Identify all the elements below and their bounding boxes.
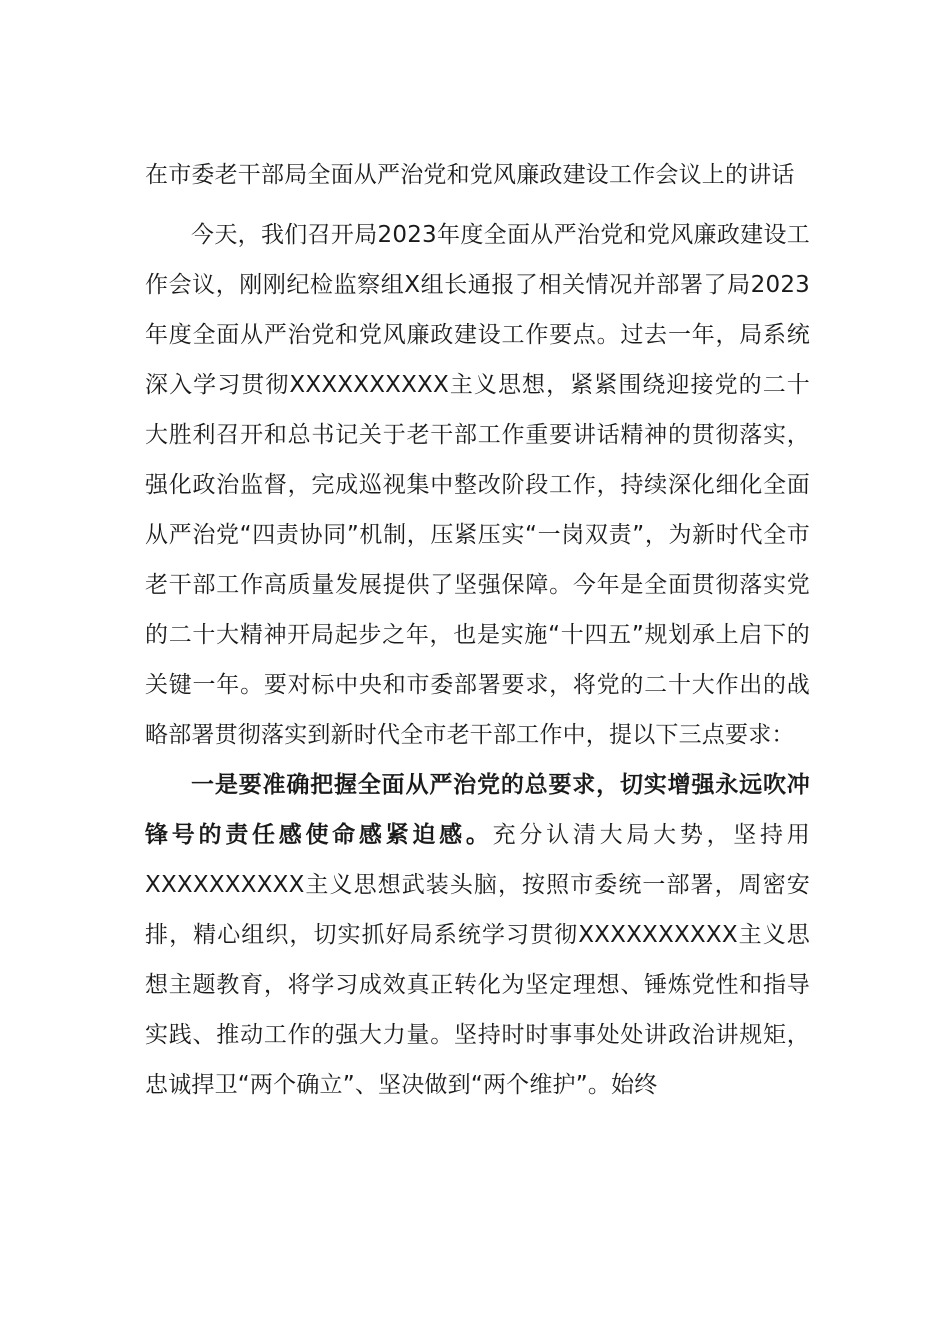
paragraph-first-requirement (145, 760, 810, 1110)
paragraph-intro: 今天，我们召开局2023年度全面从严治党和党风廉政建设工作会议，刚刚纪检监察组X组长通报了相关情况并部署了局2023年度全面从严治党和党风廉政建设工作要点。过去一年，局系统深入学习贯彻XXXXXXXXXX主义思想，紧紧围绕迎接党的二十大胜利召开和总书记关于老干部工作重要讲话精神的贯彻落实，强化政治监督，完成巡视集中整改阶段工作，持续深化细化全面从严治党“四责协同”机制，压紧压实“一岗双责”，为新时代全市老干部工作高质量发展提供了坚强保障。今年是全面贯彻落实党的二十大精神开局起步之年，也是实施“十四五”规划承上启下的关键一年。要对标中央和市委部署要求，将党的二十大作出的战略部署贯彻落实到新时代全市老干部工作中，提以下三点要求： (145, 222, 810, 748)
document-title: 在市委老干部局全面从严治党和党风廉政建设工作会议上的讲话 (145, 162, 795, 188)
paragraph-first-requirement-heading: 一是要准确把握全面从严治党的总要求，切实增强永远吹冲锋号的责任感使命感紧迫感。 (145, 772, 810, 848)
paragraph-first-requirement-body: 充分认清大局大势，坚持用XXXXXXXXXX主义思想武装头脑，按照市委统一部署，周密安排，精心组织，切实抓好局系统学习贯彻XXXXXXXXXX主义思想主题教育，将学习成效真正转化为坚定理想、锤炼党性和指导实践、推动工作的强大力量。坚持时时事事处处讲政治讲规矩，忠诚捍卫“两个确立”、坚决做到“两个维护”。始终 (145, 822, 810, 1098)
document-page (145, 150, 810, 1110)
